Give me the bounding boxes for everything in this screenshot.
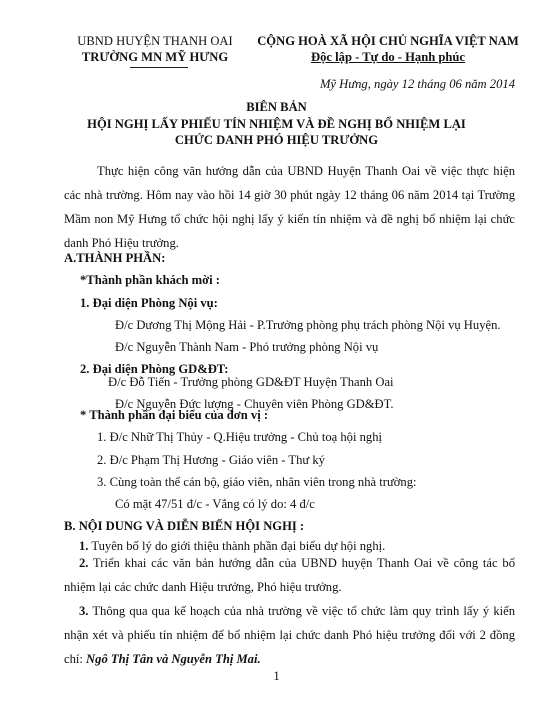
candidate-names: Ngô Thị Tân và Nguyễn Thị Mai. [86,652,261,666]
intro-paragraph: Thực hiện công văn hướng dẫn của UBND Huyện Thanh Oai về việc thực hiện các nhà trường. Hôm nay vào hồi 14 giờ 30 phút ngày 12 tháng 06 năm 2014 tại Trường Mầm non Mỹ Hưng tổ chức hội nghị lấy ý kiến tín nhiệm và đề nghị bổ nhiệm lại chức danh Phó Hiệu trưởng. [64,164,515,250]
content-item-3 [64,599,515,671]
item-text: Tuyên bố lý do giới thiệu thành phần đại biểu dự hội nghị. [88,539,386,553]
unit-heading: * Thành phần đại biểu của đơn vị : [80,408,269,422]
unit-item: 2. Đ/c Phạm Thị Hương - Giáo viên - Thư ký [97,453,325,467]
document-date: Mỹ Hưng, ngày 12 tháng 06 năm 2014 [319,77,515,91]
school-name: TRƯỜNG MN MỸ HƯNG [81,50,229,64]
item-number: 1. [79,539,89,553]
document-subtitle-2: CHỨC DANH PHÓ HIỆU TRƯỞNG [174,133,379,147]
group1-item: Đ/c Dương Thị Mộng Hải - P.Trưởng phòng phụ trách phòng Nội vụ Huyện. [115,318,501,332]
group2-item: Đ/c Nguyễn Đức lượng - Chuyên viên Phòng GD&ĐT. [115,397,394,411]
document-title: BIÊN BẢN [246,100,307,114]
item-number: 2. [79,556,89,570]
attendance-note: Có mặt 47/51 đ/c - Vắng có lý do: 4 đ/c [115,497,315,511]
header-divider [130,67,188,68]
header-right [252,33,524,65]
item-text: Triển khai các văn bản hướng dẫn của UBND huyện Thanh Oai về công tác bổ nhiệm lại các chức danh Hiệu trưởng, Phó hiệu trưởng. [64,556,515,594]
group2-heading: 2. Đại diện Phòng GD&ĐT: [80,362,229,376]
item-number: 3. [79,604,89,618]
section-a-heading: A.THÀNH PHẦN: [64,251,166,265]
national-motto: Độc lập - Tự do - Hạnh phúc [311,50,465,64]
group1-item: Đ/c Nguyễn Thành Nam - Phó trưởng phòng Nội vụ [115,340,379,354]
item-text: Thông qua qua kế hoạch của nhà trường về việc tổ chức làm quy trình lấy ý kiến nhận xét và phiếu tín nhiệm để bổ nhiệm lại chức danh Phó hiệu trưởng đối với 2 đồng chí: [64,604,515,666]
document-subtitle-1: HỘI NGHỊ LẤY PHIẾU TÍN NHIỆM VÀ ĐỀ NGHỊ BỔ NHIỆM LẠI [87,117,466,131]
guests-heading: *Thành phần khách mời : [80,273,220,287]
header-left [64,33,246,65]
content-item-2 [64,551,515,599]
group2-item: Đ/c Đỗ Tiến - Trưởng phòng GD&ĐT Huyện Thanh Oai [108,375,394,389]
district-name: UBND HUYỆN THANH OAI [77,34,233,48]
page-number: 1 [273,669,280,683]
unit-item: 1. Đ/c Nhữ Thị Thủy - Q.Hiệu trưởng - Chủ toạ hội nghị [97,430,382,444]
section-b-heading: B. NỘI DUNG VÀ DIỄN BIẾN HỘI NGHỊ : [64,519,305,533]
unit-item: 3. Cùng toàn thể cán bộ, giáo viên, nhân viên trong nhà trường: [97,475,417,489]
group1-heading: 1. Đại diện Phòng Nội vụ: [80,296,218,310]
country-name: CỘNG HOÀ XÃ HỘI CHỦ NGHĨA VIỆT NAM [257,34,519,48]
